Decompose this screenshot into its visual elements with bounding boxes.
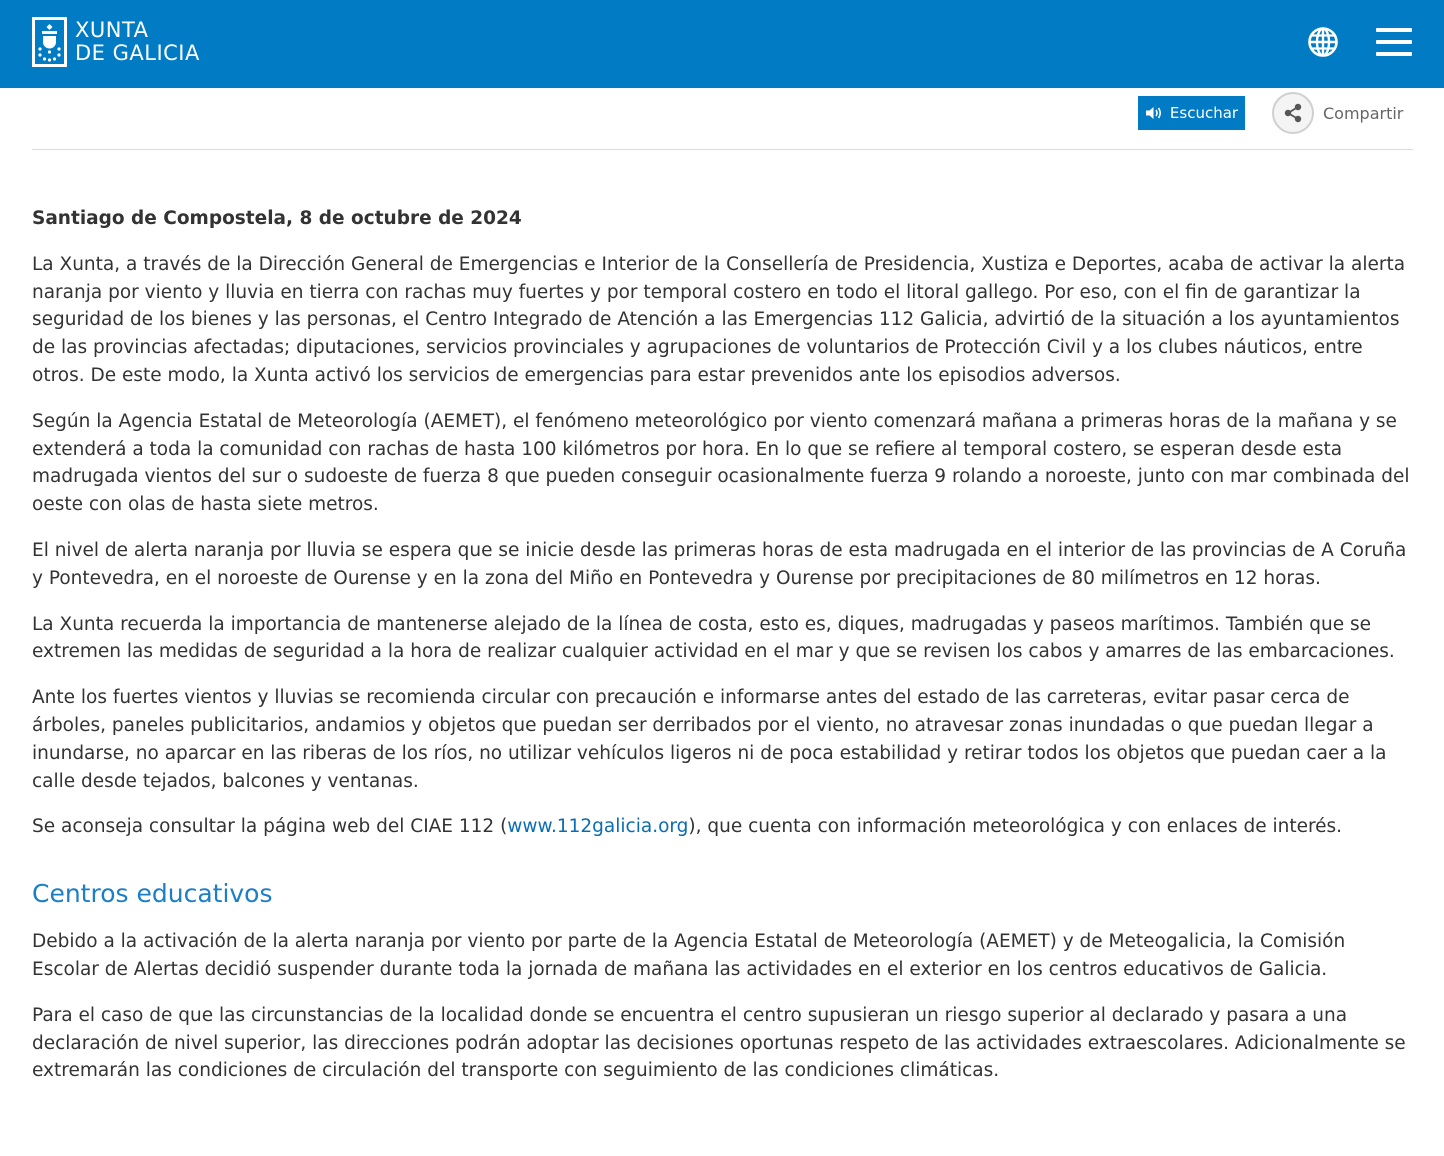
galicia-shield-icon (32, 17, 67, 67)
article-toolbar (32, 88, 1413, 150)
article-paragraph-2: Según la Agencia Estatal de Meteorología (AEMET), el fenómeno meteorológico por viento comenzará mañana a primeras horas de la mañana y se extenderá a toda la comunidad con rachas de hasta 100 kilómetros por hora. En lo que se refiere al temporal costero, se esperan desde esta madrugada vientos del sur o sudoeste de fuerza 8 que pueden conseguir ocasionalmente fuerza 9 rolando a noroeste, junto con mar combinada del oeste con olas de hasta siete metros. (32, 410, 1410, 516)
article-body (32, 205, 1416, 1103)
logo-line-2: DE GALICIA (75, 41, 200, 65)
share-icon-circle (1272, 92, 1314, 134)
share-label: Compartir (1323, 103, 1404, 123)
logo-wordmark (75, 19, 200, 65)
speaker-icon (1145, 106, 1163, 120)
article-dateline: Santiago de Compostela, 8 de octubre de 2024 (32, 208, 522, 229)
share-icon (1282, 102, 1304, 124)
language-button[interactable] (1305, 24, 1341, 60)
hamburger-menu-icon (1376, 28, 1412, 32)
article-paragraph-link (32, 813, 1416, 841)
globe-icon (1307, 26, 1339, 58)
section-paragraph-1: Debido a la activación de la alerta naranja por viento por parte de la Agencia Estatal de Meteorología (AEMET) y de Meteogalicia, la Comisión Escolar de Alertas decidió suspender durante toda la jornada de mañana las actividades en el exterior en los centros educativos de Galicia. (32, 931, 1346, 980)
top-bar (0, 0, 1444, 88)
listen-label: Escuchar (1169, 104, 1239, 122)
article-paragraph-5: Ante los fuertes vientos y lluvias se recomienda circular con precaución e informarse antes del estado de las carreteras, evitar pasar cerca de árboles, paneles publicitarios, andamios y objetos que puedan ser derribados por el viento, no atravesar zonas inundadas o que puedan llegar a inundarse, no aparcar en las riberas de los ríos, no utilizar vehículos ligeros ni de poca estabilidad y retirar todos los objetos que puedan caer a la calle desde tejados, balcones y ventanas. (32, 687, 1387, 792)
logo-line-1: XUNTA (75, 18, 149, 42)
xunta-logo-link[interactable] (32, 16, 200, 68)
article-paragraph-3: El nivel de alerta naranja por lluvia se espera que se inicie desde las primeras horas de esta madrugada en el interior de las provincias de A Coruña y Pontevedra, en el noroeste de Ourense y en la zona del Miño en Pontevedra y Ourense por precipitaciones de 80 milímetros en 12 horas. (32, 539, 1407, 589)
article-paragraph-1: La Xunta, a través de la Dirección General de Emergencias e Interior de la Consellería de Presidencia, Xustiza e Deportes, acaba de activar la alerta naranja por viento y lluvia en tierra con rachas muy fuertes y por temporal costero en todo el litoral gallego. Por eso, con el fin de garantizar la seguridad de los bienes y las personas, el Centro Integrado de Atención a las Emergencias 112 Galicia, advirtió de la situación a los ayuntamientos de las provincias afectadas; diputaciones, servicios provinciales y agrupaciones de voluntarios de Protección Civil y a los clubes náuticos, entre otros. De este modo, la Xunta activó los servicios de emergencias para estar prevenidos ante los episodios adversos. (32, 253, 1406, 386)
article-paragraph-4: La Xunta recuerda la importancia de mantenerse alejado de la línea de costa, esto es, diques, madrugadas y paseos marítimos. También que se extremen las medidas de seguridad a la hora de realizar cualquier actividad en el mar y que se revisen los cabos y amarres de las embarcaciones. (32, 613, 1395, 663)
share-button[interactable] (1272, 92, 1403, 134)
link-paragraph-after: ), que cuenta con información meteorológica y con enlaces de interés. (688, 816, 1343, 838)
listen-button[interactable] (1138, 96, 1245, 130)
section-title-centros-educativos: Centros educativos (32, 879, 273, 909)
hamburger-menu-button[interactable] (1374, 24, 1414, 60)
link-112galicia[interactable]: www.112galicia.org (507, 816, 689, 838)
link-paragraph-before: Se aconseja consultar la página web del CIAE 112 ( (32, 816, 508, 838)
section-paragraph-2: Para el caso de que las circunstancias de la localidad donde se encuentra el centro supusieran un riesgo superior al declarado y pasara a una declaración de nivel superior, las direcciones podrán adoptar las decisiones oportunas respeto de las actividades extraescolares. Adicionalmente se extremarán las condiciones de circulación del transporte con seguimiento de las condiciones climáticas. (32, 1004, 1406, 1082)
